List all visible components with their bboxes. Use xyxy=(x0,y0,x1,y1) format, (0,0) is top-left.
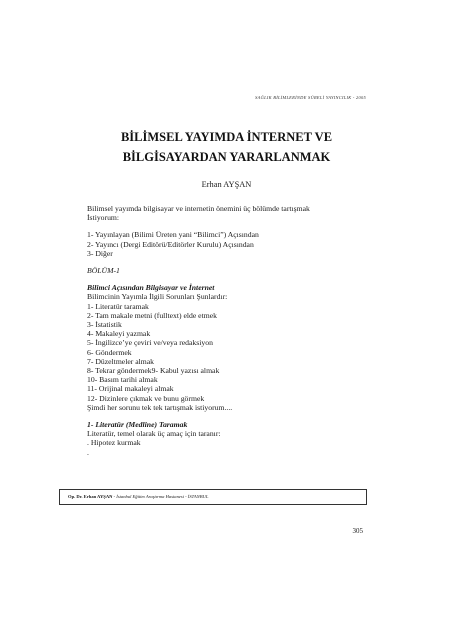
section-lead: Bilimcinin Yayımla İlgili Sorunları Şunlardır: xyxy=(87,292,228,302)
section-heading: BÖLÜM-1 xyxy=(87,266,120,276)
subsection-line: Literatür, temel olarak üç amaç için taranır: xyxy=(87,429,221,439)
author-name: Erhan AYŞAN xyxy=(201,180,252,189)
footnote-affiliation: İstanbul Eğitim Araştırma Hastanesi - İSTANBUL xyxy=(116,494,209,499)
article-title xyxy=(60,127,393,167)
subsection-line: . xyxy=(87,447,89,457)
problem-item: 5- İngilizce’ye çeviri ve/veya redaksiyon xyxy=(87,338,213,348)
subsection-line: . Hipotez kurmak xyxy=(87,438,141,448)
section-closing: Şimdi her sorunu tek tek tartışmak istiyorum.... xyxy=(87,402,233,412)
author-footnote xyxy=(59,489,367,505)
problem-item: 1- Literatür taramak xyxy=(87,301,149,311)
problem-item: 6- Göndermek xyxy=(87,347,132,357)
article-body xyxy=(87,204,377,457)
perspective-item: 2- Yayıncı (Dergi Editörü/Editörler Kurulu) Açısından xyxy=(87,239,254,249)
problem-item: 3- İstatistik xyxy=(87,320,122,330)
footnote-author: Op. Dr. Erhan AYŞAN xyxy=(68,494,113,499)
problem-item: 12- Dizinlere çıkmak ve bunu görmek xyxy=(87,393,205,403)
page-number: 305 xyxy=(352,527,363,535)
problem-item: 2- Tam makale metni (fulltext) elde etmek xyxy=(87,310,217,320)
perspective-item: 1- Yayınlayan (Bilimi Üreten yani “Bilimci”) Açısından xyxy=(87,230,259,240)
intro-line: Bilimsel yayımda bilgisayar ve internetin önemini üç bölümde tartışmak xyxy=(87,204,310,213)
problem-item: 10- Basım tarihi almak xyxy=(87,375,158,385)
section-subheading: Bilimci Açısından Bilgisayar ve İnternet xyxy=(87,283,215,293)
perspective-item: 3- Diğer xyxy=(87,248,113,258)
article-title-line-1: BİLİMSEL YAYIMDA İNTERNET VE xyxy=(120,130,333,144)
article-title-line-2: BİLGİSAYARDAN YARARLANMAK xyxy=(122,150,331,164)
problem-item: 4- Makaleyi yazmak xyxy=(87,329,151,339)
problem-item: 8- Tekrar göndermek9- Kabul yazısı almak xyxy=(87,366,220,376)
problem-item: 11- Orijinal makaleyi almak xyxy=(87,384,174,394)
subsection-heading: 1- Literatür (Medline) Taramak xyxy=(87,420,188,430)
intro-line: İstiyorum: xyxy=(87,213,120,223)
problem-item: 7- Düzeltmeler almak xyxy=(87,356,155,366)
running-header: SAĞLIK BİLİMLERİNDE SÜRELİ YAYINCILIK - 2005 xyxy=(255,95,366,100)
footnote-separator: - xyxy=(112,494,117,499)
